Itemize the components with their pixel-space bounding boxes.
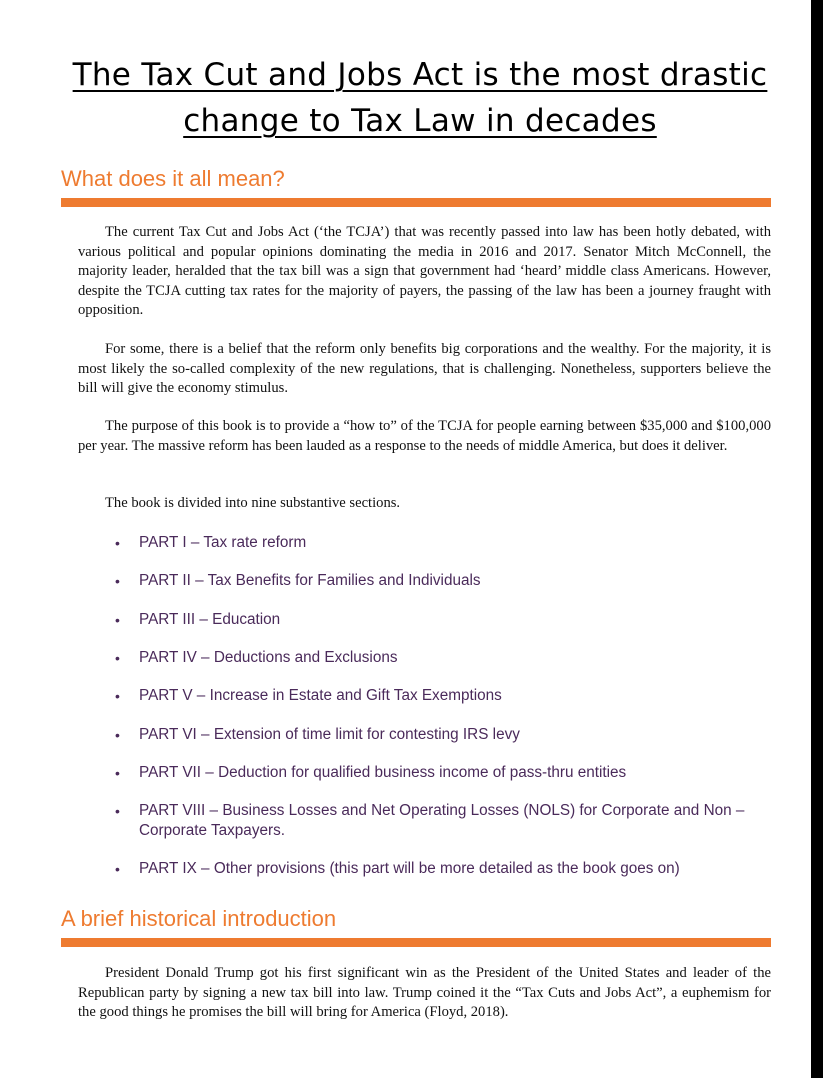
list-item-text: PART III – Education: [139, 611, 281, 628]
paragraph-history: President Donald Trump got his first significant win as the President of the United States and leader of the Republican party by signing a new tax bill into law. Trump coined it the “Tax Cuts and Jobs Act”, a euphemism for the good things he promises the bill will bring for America (Floyd, 2018).: [78, 965, 771, 1021]
bullet-icon: •: [115, 803, 120, 819]
bullet-icon: •: [115, 612, 120, 628]
bullet-icon: •: [115, 727, 120, 743]
bullet-icon: •: [115, 535, 120, 551]
section-heading-history: A brief historical introduction: [61, 906, 337, 931]
bullet-icon: •: [115, 765, 120, 781]
bullet-icon: •: [115, 650, 120, 666]
bullet-icon: •: [115, 861, 120, 877]
list-item-text: PART I – Tax rate reform: [139, 534, 307, 551]
list-item-text: PART IX – Other provisions (this part will be more detailed as the book goes on): [139, 860, 680, 877]
bullet-icon: •: [115, 688, 120, 704]
page-title-line-2: change to Tax Law in decades: [183, 103, 657, 139]
list-item-text: PART VI – Extension of time limit for contesting IRS levy: [139, 726, 520, 743]
bullet-icon: •: [115, 573, 120, 589]
section-heading-meaning: What does it all mean?: [61, 166, 285, 191]
list-item-text: PART VIII – Business Losses and Net Operating Losses (NOLS) for Corporate and Non – Corporate Taxpayers.: [139, 802, 745, 839]
paragraph-tcja-overview: The current Tax Cut and Jobs Act (‘the TCJA’) that was recently passed into law has been hotly debated, with various political and popular opinions dominating the media in 2016 and 2017. Senator Mitch McConnell, the majority leader, heralded that the tax bill was a sign that government had ‘heard’ middle class Americans. However, despite the TCJA cutting tax rates for the majority of payers, the passing of the law has been a journey fraught with opposition.: [78, 224, 771, 319]
section-divider-history: [61, 938, 771, 947]
paragraph-purpose: The purpose of this book is to provide a “how to” of the TCJA for people earning between $35,000 and $100,000 per year. The massive reform has been lauded as a response to the needs of middle America, but does it deliver.: [78, 418, 771, 454]
list-item-text: PART V – Increase in Estate and Gift Tax Exemptions: [139, 687, 502, 704]
paragraph-sections-intro: The book is divided into nine substantive sections.: [105, 495, 401, 511]
list-item-text: PART VII – Deduction for qualified business income of pass-thru entities: [139, 764, 627, 781]
list-item-text: PART II – Tax Benefits for Families and Individuals: [139, 572, 481, 589]
paragraph-beliefs: For some, there is a belief that the reform only benefits big corporations and the wealthy. For the majority, it is most likely the so-called complexity of the new regulations, that is challenging. Nonetheless, supporters believe the bill will give the economy stimulus.: [78, 341, 771, 397]
section-divider-meaning: [61, 198, 771, 207]
list-item-text: PART IV – Deductions and Exclusions: [139, 649, 398, 666]
page-title-line-1: The Tax Cut and Jobs Act is the most drastic: [72, 57, 768, 93]
page-title: [40, 52, 800, 144]
